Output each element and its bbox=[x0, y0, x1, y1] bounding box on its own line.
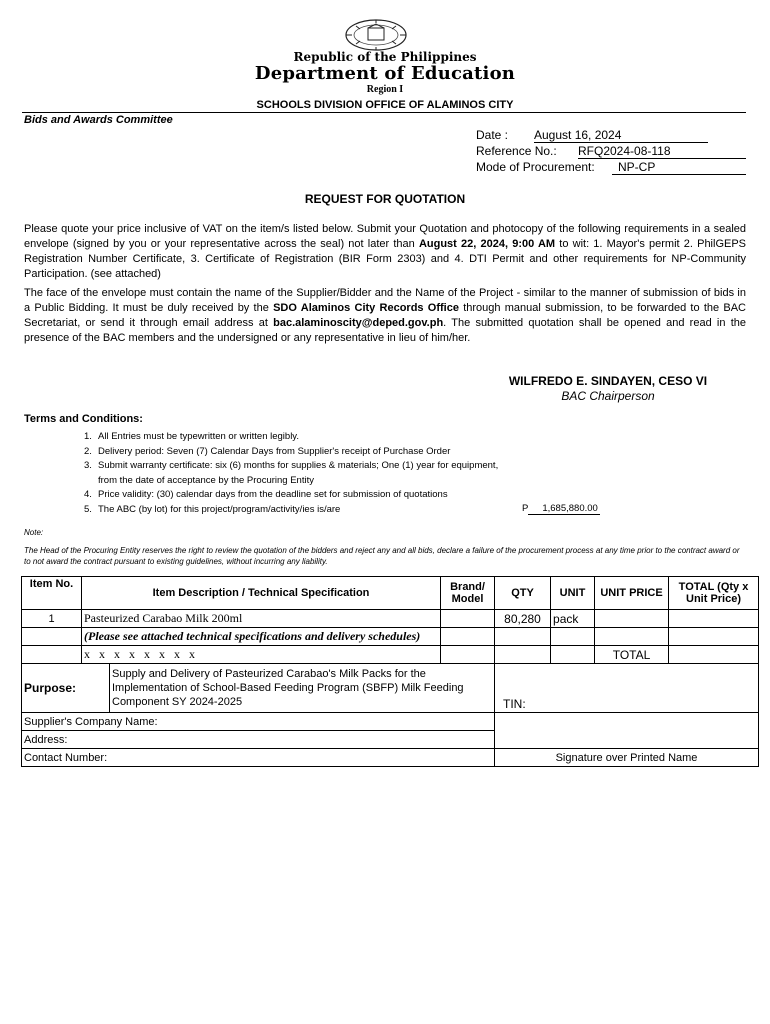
division-heading: SCHOOLS DIVISION OFFICE OF ALAMINOS CITY bbox=[256, 99, 514, 111]
records-office-text: SDO Alaminos City Records Office bbox=[273, 302, 459, 314]
purpose-label: Purpose: bbox=[22, 664, 110, 713]
empty-cell bbox=[22, 646, 82, 664]
deadline-text: August 22, 2024, 9:00 AM bbox=[418, 238, 556, 250]
date-row bbox=[476, 128, 622, 142]
note-label: Note: bbox=[24, 528, 44, 537]
instructions-paragraph bbox=[24, 222, 746, 282]
terms-item: 2. Delivery period: Seven (7) Calendar Days from Supplier's receipt of Purchase Order bbox=[84, 445, 451, 457]
header-unit: UNIT bbox=[551, 577, 595, 610]
signature-area[interactable] bbox=[495, 713, 759, 749]
empty-cell bbox=[595, 628, 669, 646]
filler-marks: x x x x x x x x bbox=[82, 646, 441, 664]
header-item-no: Item No. bbox=[22, 577, 82, 610]
terms-list bbox=[84, 430, 498, 518]
signatory-name: WILFREDO E. SINDAYEN, CESO VI bbox=[508, 374, 708, 388]
contact-number-field[interactable]: Contact Number: bbox=[22, 749, 495, 767]
abc-value: 1,685,880.00 bbox=[528, 503, 599, 515]
reference-label: Reference No.: bbox=[476, 144, 557, 158]
empty-cell bbox=[669, 628, 759, 646]
terms-item: 3. Submit warranty certificate: six (6) months for supplies & materials; One (1) year for equipment, bbox=[84, 460, 499, 472]
empty-cell bbox=[495, 628, 551, 646]
bac-email: bac.alaminoscity@deped.gov.ph bbox=[273, 317, 444, 329]
abc-amount bbox=[522, 503, 600, 514]
purpose-row bbox=[22, 664, 759, 713]
signatory-role: BAC Chairperson bbox=[561, 389, 655, 403]
purpose-text: Supply and Delivery of Pasteurized Carabao's Milk Packs for the Implementation of School-Based Feeding Program (SBFP) Milk Feeding Component SY 2024-2025 bbox=[110, 664, 495, 713]
date-label: Date : bbox=[476, 128, 509, 142]
terms-item: 4. Price validity: (30) calendar days from the deadline set for submission of quotations bbox=[84, 489, 448, 501]
envelope-paragraph bbox=[24, 286, 746, 346]
header-unit-price: UNIT PRICE bbox=[595, 577, 669, 610]
quotation-table bbox=[21, 576, 759, 767]
instruction-text: (Please see attached technical specifications and delivery schedules) bbox=[82, 628, 441, 646]
envelope-text: The face of the envelope must contain the name of the Supplier/Bidder and the Name of the Project - similar to the manner of submission of bids in a Public Bidding. It must be duly received by the bbox=[24, 287, 746, 314]
requirements-text: to wit: 1. Mayor's permit 2. PhilGEPS Registration Number Certificate, 3. Certificate of Registration (BIR Form 2303) and 4. DTI Permit and other requirements for NP-Community Participation. (see attached) bbox=[24, 238, 747, 280]
page-title: REQUEST FOR QUOTATION bbox=[304, 192, 466, 206]
company-name-field[interactable]: Supplier's Company Name: bbox=[22, 713, 495, 731]
reference-value: RFQ2024-08-118 bbox=[578, 144, 746, 159]
header-brand: Brand/ Model bbox=[441, 577, 495, 610]
date-value: August 16, 2024 bbox=[534, 128, 708, 143]
empty-cell bbox=[441, 628, 495, 646]
table-row bbox=[22, 610, 759, 628]
region-heading: Region I bbox=[366, 84, 404, 95]
terms-heading: Terms and Conditions: bbox=[24, 413, 143, 425]
deped-seal-logo bbox=[342, 18, 410, 52]
reference-row bbox=[476, 144, 671, 158]
note-text: The Head of the Procuring Entity reserves the right to review the quotation of the bidders and reject any and all bids, declare a failure of the procurement process at any time prior to the contract award or to not award the contract pursuant to existing guidelines, without incurring any liability. bbox=[24, 546, 740, 566]
item-qty: 80,280 bbox=[495, 610, 551, 628]
terms-item: 1. All Entries must be typewritten or written legibly. bbox=[84, 431, 299, 442]
header-total: TOTAL (Qty x Unit Price) bbox=[669, 577, 759, 610]
table-header-row bbox=[22, 577, 759, 610]
header-description: Item Description / Technical Specification bbox=[82, 577, 441, 610]
table-row bbox=[22, 646, 759, 664]
contact-row bbox=[22, 749, 759, 767]
signature-label: Signature over Printed Name bbox=[495, 749, 759, 767]
item-unit: pack bbox=[551, 610, 595, 628]
empty-cell bbox=[551, 628, 595, 646]
mode-label: Mode of Procurement: bbox=[476, 160, 595, 174]
company-row bbox=[22, 713, 759, 731]
empty-cell bbox=[22, 628, 82, 646]
committee-label: Bids and Awards Committee bbox=[24, 114, 173, 126]
tin-field[interactable]: TIN: bbox=[495, 664, 759, 713]
opening-text: . The submitted quotation shall be opened and read in the presence of the BAC members and the undersigned or any representative in lieu of him/her. bbox=[24, 317, 746, 344]
unit-price-cell[interactable] bbox=[595, 610, 669, 628]
total-cell[interactable] bbox=[669, 610, 759, 628]
abc-currency: P bbox=[522, 503, 529, 514]
empty-cell bbox=[441, 646, 495, 664]
mode-row bbox=[476, 160, 656, 174]
grand-total-cell[interactable] bbox=[669, 646, 759, 664]
item-number: 1 bbox=[22, 610, 82, 628]
republic-heading: Republic of the Philippines bbox=[293, 50, 477, 64]
header-qty: QTY bbox=[495, 577, 551, 610]
terms-item: 5. The ABC (by lot) for this project/program/activity/ies is/are bbox=[84, 503, 341, 515]
mode-value: NP-CP bbox=[612, 160, 746, 175]
empty-cell bbox=[495, 646, 551, 664]
address-field[interactable]: Address: bbox=[22, 731, 495, 749]
department-heading: Department of Education bbox=[254, 63, 516, 84]
submission-text: through manual submission, to be forwarded to the BAC Secretariat, or send it through email address at bbox=[24, 302, 747, 329]
brand-cell[interactable] bbox=[441, 610, 495, 628]
instructions-text: Please quote your price inclusive of VAT on the item/s listed below. Submit your Quotation and photocopy of the following requirements in a sealed envelope (signed by you or your representative across the seal) not later than bbox=[24, 223, 746, 250]
empty-cell bbox=[551, 646, 595, 664]
total-label: TOTAL bbox=[595, 646, 669, 664]
item-description: Pasteurized Carabao Milk 200ml bbox=[82, 610, 441, 628]
header-divider bbox=[22, 112, 746, 113]
terms-item: from the date of acceptance by the Procuring Entity bbox=[98, 474, 314, 486]
table-row bbox=[22, 628, 759, 646]
